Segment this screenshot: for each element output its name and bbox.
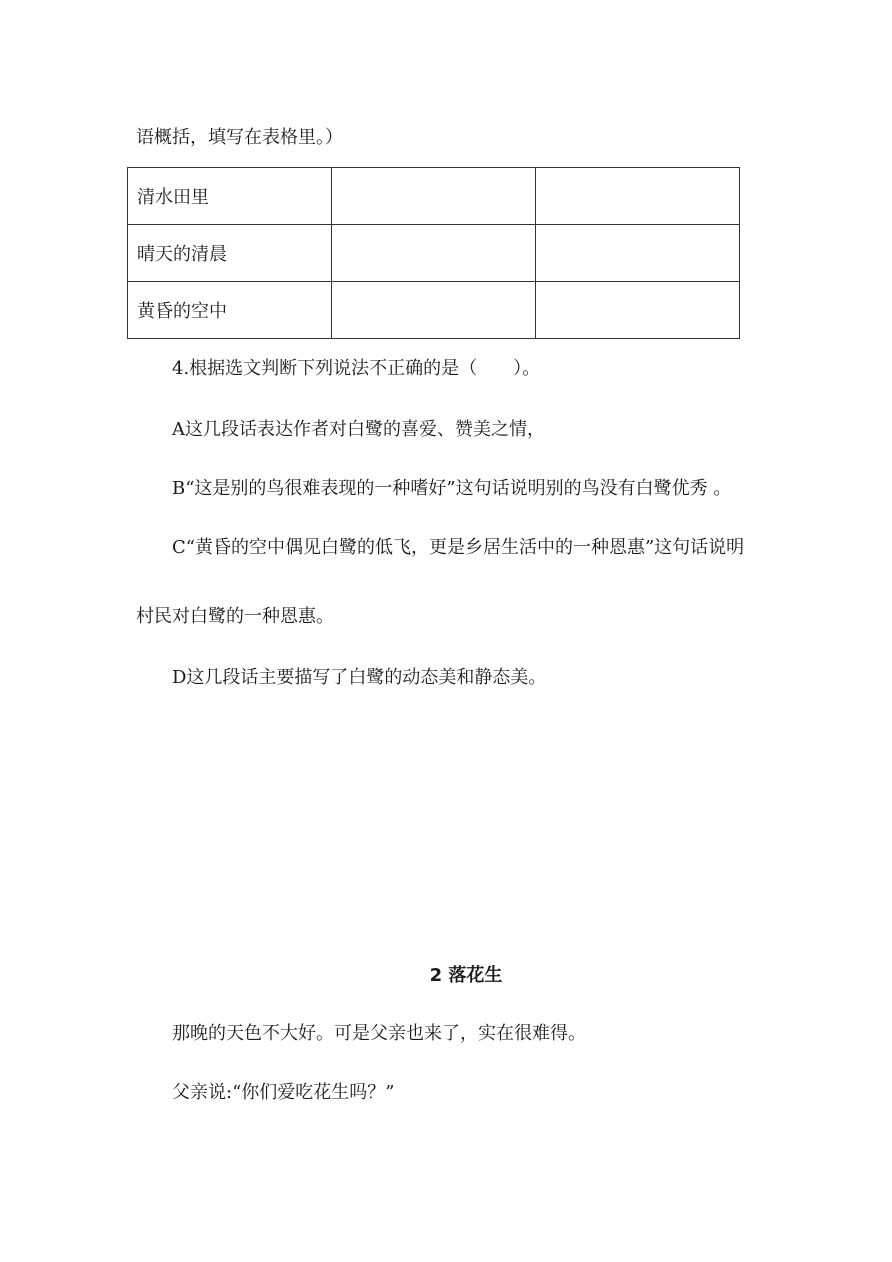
fill-in-table	[127, 167, 740, 339]
blank-cell[interactable]	[332, 282, 536, 339]
option-c-line-2: 村民对白鹭的一种恩惠。	[136, 606, 334, 627]
row-label: 晴天的清晨	[128, 225, 332, 282]
row-label: 清水田里	[128, 168, 332, 225]
blank-cell[interactable]	[536, 168, 740, 225]
intro-line: 语概括，填写在表格里。）	[136, 127, 343, 148]
paragraph: 父亲说:“你们爱吃花生吗？”	[172, 1082, 395, 1103]
paragraph: 那晚的天色不大好。可是父亲也来了，实在很难得。	[172, 1023, 586, 1044]
question-4-stem: 4.根据选文判断下列说法不正确的是（ ）。	[172, 358, 541, 379]
table-row	[128, 225, 740, 282]
blank-cell[interactable]	[536, 225, 740, 282]
option-c-line-1: C“黄昏的空中偶见白鹭的低飞，更是乡居生活中的一种恩惠”这句话说明	[172, 537, 745, 558]
section-heading: 2 落花生	[429, 965, 503, 986]
table-row	[128, 168, 740, 225]
table-row	[128, 282, 740, 339]
blank-cell[interactable]	[332, 225, 536, 282]
option-b: B“这是别的鸟很难表现的一种嗜好”这句话说明别的鸟没有白鹭优秀 。	[172, 478, 732, 499]
option-d: D这几段话主要描写了白鹭的动态美和静态美。	[172, 667, 547, 688]
option-a: A这几段话表达作者对白鹭的喜爱、赞美之情，	[172, 419, 545, 440]
row-label: 黄昏的空中	[128, 282, 332, 339]
blank-cell[interactable]	[536, 282, 740, 339]
blank-cell[interactable]	[332, 168, 536, 225]
